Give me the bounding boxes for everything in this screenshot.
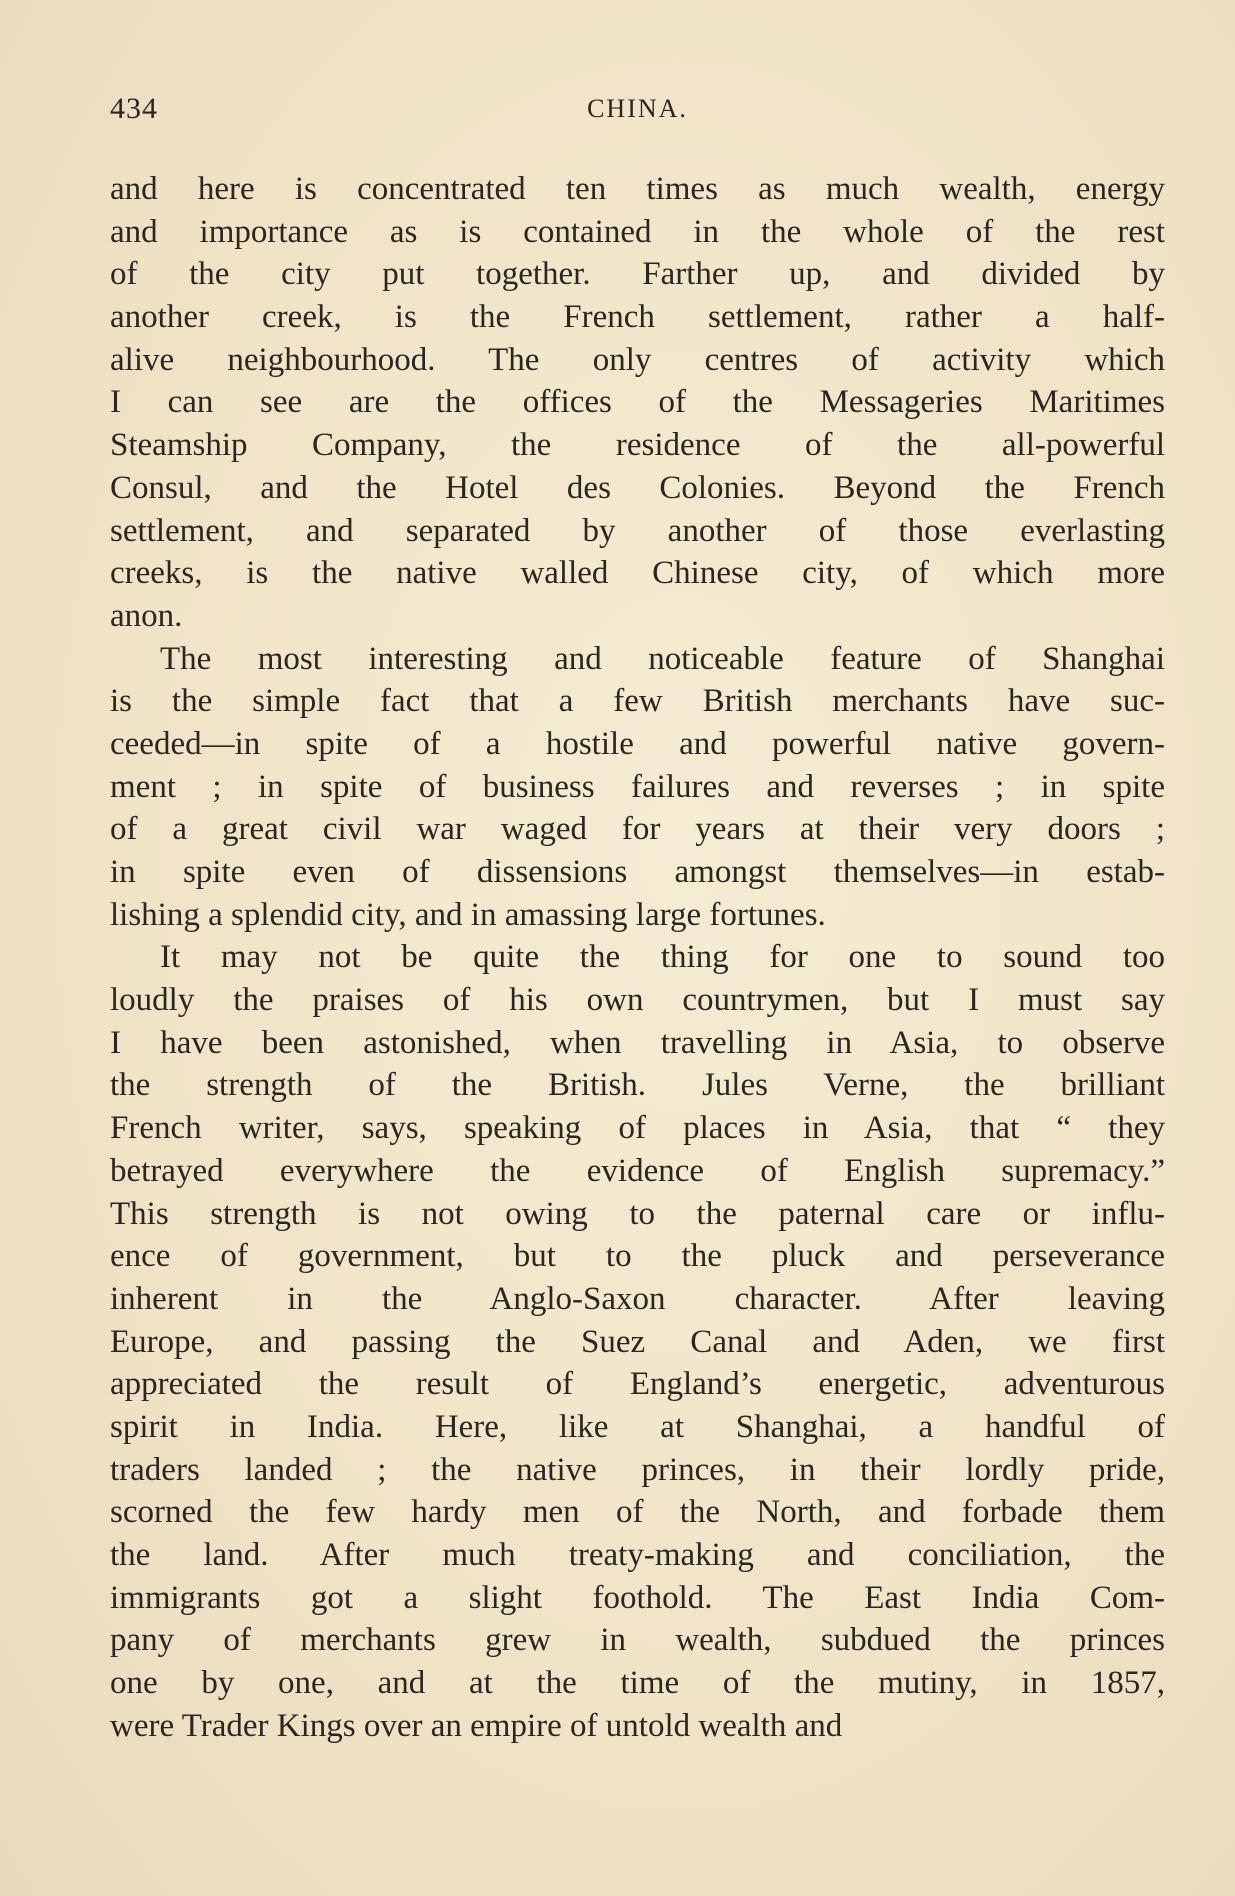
- text-line: inherent in the Anglo-Saxon character. After leaving: [110, 1280, 1165, 1317]
- text-line: I can see are the offices of the Messageries Maritimes: [110, 384, 1165, 421]
- text-line: anon.: [110, 597, 183, 634]
- text-line: It may not be quite the thing for one to sound too: [160, 939, 1165, 976]
- body-text: [110, 168, 1165, 1747]
- text-line: and importance as is contained in the whole of the rest: [110, 213, 1165, 250]
- text-line: French writer, says, speaking of places in Asia, that “ they: [110, 1110, 1165, 1147]
- page-header: [110, 92, 1165, 132]
- text-line: scorned the few hardy men of the North, and forbade them: [110, 1494, 1165, 1531]
- text-line: Steamship Company, the residence of the all-powerful: [110, 427, 1165, 464]
- text-line: alive neighbourhood. The only centres of activity which: [110, 341, 1165, 378]
- text-line: of a great civil war waged for years at their very doors ;: [110, 811, 1165, 848]
- page-number: 434: [110, 92, 158, 125]
- text-line: loudly the praises of his own countrymen, but I must say: [110, 982, 1165, 1019]
- text-line: of the city put together. Farther up, and divided by: [110, 256, 1165, 293]
- text-line: and here is concentrated ten times as much wealth, energy: [110, 171, 1165, 207]
- text-line: spirit in India. Here, like at Shanghai, a handful of: [110, 1408, 1165, 1445]
- text-line: the land. After much treaty-making and conciliation, the: [110, 1537, 1165, 1573]
- paragraph: [110, 638, 1165, 937]
- paragraph: [110, 168, 1165, 638]
- running-title: CHINA.: [587, 94, 688, 123]
- text-line: were Trader Kings over an empire of untold wealth and: [110, 1707, 843, 1744]
- text-line: creeks, is the native walled Chinese city, of which more: [110, 555, 1165, 592]
- text-line: is the simple fact that a few British merchants have suc-: [110, 683, 1165, 720]
- text-line: betrayed everywhere the evidence of English supremacy.”: [110, 1152, 1165, 1189]
- text-line: The most interesting and noticeable feature of Shanghai: [160, 640, 1165, 677]
- text-line: Consul, and the Hotel des Colonies. Beyond the French: [110, 469, 1165, 506]
- text-line: settlement, and separated by another of those everlasting: [110, 512, 1165, 549]
- text-line: the strength of the British. Jules Verne, the brilliant: [110, 1067, 1165, 1104]
- text-line: in spite even of dissensions amongst themselves—in estab-: [110, 854, 1165, 890]
- text-line: This strength is not owing to the paternal care or influ-: [110, 1195, 1165, 1232]
- text-line: ence of government, but to the pluck and perseverance: [110, 1238, 1165, 1275]
- text-line: Europe, and passing the Suez Canal and Aden, we first: [110, 1323, 1165, 1360]
- paragraph: [110, 936, 1165, 1747]
- text-line: ment ; in spite of business failures and reverses ; in spite: [110, 768, 1165, 805]
- text-line: one by one, and at the time of the mutiny, in 1857,: [110, 1665, 1165, 1702]
- text-line: appreciated the result of England’s energetic, adventurous: [110, 1366, 1165, 1403]
- text-line: traders landed ; the native princes, in their lordly pride,: [110, 1451, 1165, 1488]
- text-line: immigrants got a slight foothold. The East India Com-: [110, 1579, 1165, 1616]
- text-line: I have been astonished, when travelling in Asia, to observe: [110, 1024, 1165, 1061]
- text-line: lishing a splendid city, and in amassing large fortunes.: [110, 896, 826, 933]
- text-line: pany of merchants grew in wealth, subdued the princes: [110, 1622, 1165, 1659]
- text-line: ceeded—in spite of a hostile and powerful native govern-: [110, 725, 1165, 762]
- text-line: another creek, is the French settlement, rather a half-: [110, 299, 1165, 336]
